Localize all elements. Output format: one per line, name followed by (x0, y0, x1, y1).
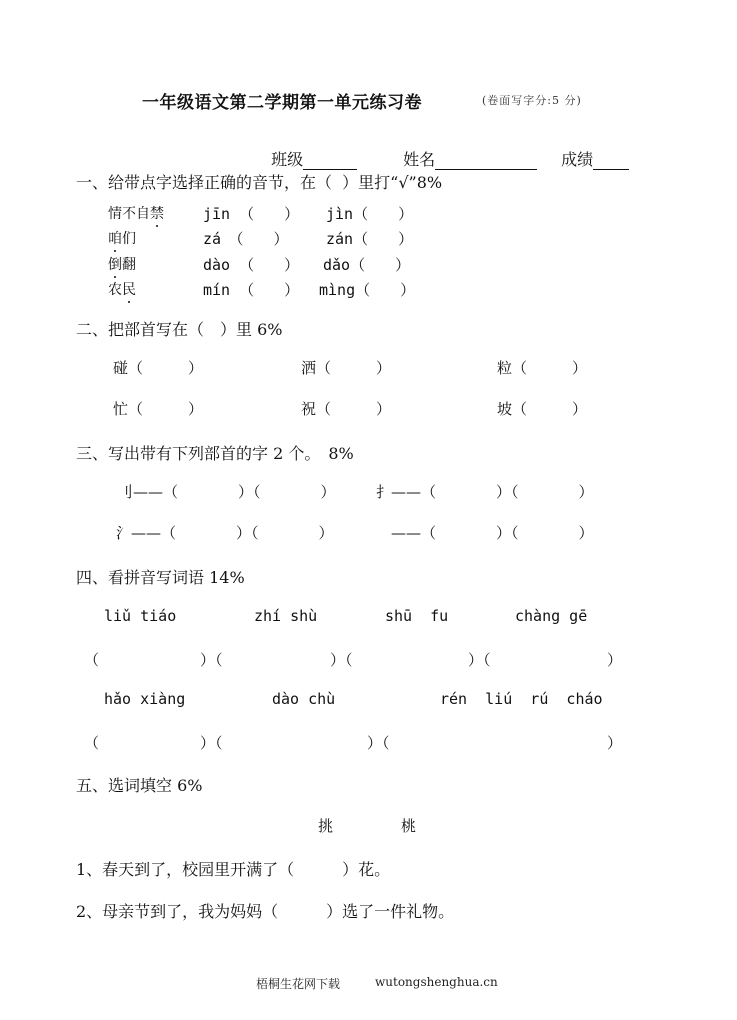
sentence-2[interactable]: 2、母亲节到了，我为妈妈（ ）选了一件礼物。 (76, 902, 455, 921)
sentence-1[interactable]: 1、春天到了，校园里开满了（ ）花。 (76, 860, 391, 879)
answer-blank[interactable]: ）（ (330, 651, 353, 669)
section2-heading: 二、把部首写在（ ）里 6% (76, 320, 283, 339)
title-note: (卷面写字分:5 分) (482, 94, 582, 107)
section4-heading: 四、看拼音写词语 14% (76, 568, 245, 587)
section2-item[interactable]: 粒（ ） (497, 359, 588, 377)
answer-blank[interactable]: （ (84, 734, 100, 752)
section3-item[interactable]: 刂——（ ）（ ） (118, 483, 336, 501)
dotted-char: 咱 (108, 228, 122, 248)
radical: 氵 (116, 524, 132, 542)
section2-item[interactable]: 祝（ ） (301, 400, 392, 418)
radical: 刂 (118, 483, 134, 501)
dotted-char: 民 (122, 279, 136, 299)
name-field[interactable] (393, 128, 537, 170)
section1-word-2: 咱们 (108, 228, 136, 248)
answer-blank[interactable]: ）（ (200, 734, 223, 752)
section2-item[interactable]: 坡（ ） (497, 400, 588, 418)
dotted-char: 倒 (108, 254, 122, 274)
section1-option-1a[interactable]: jīn （ ） (203, 205, 300, 223)
section3-item[interactable]: 氵——（ ）（ ） (116, 524, 334, 542)
section1-option-4a[interactable]: mín （ ） (203, 281, 300, 299)
section1-word-3: 倒翻 (108, 254, 136, 274)
dotted-char: 禁 (150, 203, 164, 223)
pinyin-word: shū fu (385, 607, 449, 625)
pinyin-word: rén liú rú cháo (440, 690, 603, 708)
section3-item[interactable]: 扌——（ ）（ ） (376, 483, 594, 501)
section1-option-2a[interactable]: zá （ ） (203, 230, 289, 248)
class-blank[interactable] (303, 153, 357, 170)
answer-blank[interactable]: ）（ (200, 651, 223, 669)
section2-item[interactable]: 洒（ ） (301, 359, 392, 377)
pinyin-word: dào chù (272, 690, 336, 708)
section5-heading: 五、选词填空 6% (76, 776, 203, 795)
score-field[interactable] (551, 128, 629, 170)
score-label: 成绩 (561, 150, 594, 169)
radical: 扌 (376, 483, 392, 501)
section1-option-2b[interactable]: zán（ ） (326, 230, 414, 248)
section1-word-4: 农民 (108, 279, 136, 299)
section1-option-3a[interactable]: dào （ ） (203, 256, 300, 274)
pinyin-word: liǔ tiáo (104, 607, 177, 625)
score-blank[interactable] (593, 153, 629, 170)
answer-blank[interactable]: ）（ (468, 651, 491, 669)
choice-word: 桃 (401, 817, 417, 835)
section3-item[interactable]: ——（ ）（ ） (391, 524, 594, 542)
footer-site-url[interactable]: wutongshenghua.cn (375, 975, 498, 989)
class-field[interactable] (261, 128, 357, 170)
answer-blank[interactable]: （ (84, 651, 100, 669)
pinyin-word: chàng gē (515, 607, 588, 625)
section2-item[interactable]: 忙（ ） (113, 400, 204, 418)
pinyin-word: hǎo xiàng (104, 690, 186, 708)
section1-option-1b[interactable]: jìn（ ） (326, 205, 414, 223)
section2-item[interactable]: 碰（ ） (113, 359, 204, 377)
class-label: 班级 (271, 150, 304, 169)
name-blank[interactable] (435, 153, 537, 170)
section1-option-4b[interactable]: mìng（ ） (319, 281, 416, 299)
section1-word-1: 情不自禁 (108, 203, 164, 223)
pinyin-word: zhí shù (254, 607, 318, 625)
section3-heading: 三、写出带有下列部首的字 2 个。 8% (76, 444, 354, 463)
section1-heading: 一、给带点字选择正确的音节，在（ ）里打“√”8% (76, 173, 443, 192)
name-label: 姓名 (403, 150, 436, 169)
choice-word: 挑 (318, 817, 334, 835)
answer-blank[interactable]: ） (607, 651, 623, 669)
footer-site-name: 梧桐生花网下载 (256, 977, 341, 991)
answer-blank[interactable]: ） (607, 734, 623, 752)
answer-blank[interactable]: ）（ (367, 734, 390, 752)
page-title: 一年级语文第二学期第一单元练习卷 (142, 93, 422, 113)
section1-option-3b[interactable]: dǎo（ ） (323, 256, 411, 274)
